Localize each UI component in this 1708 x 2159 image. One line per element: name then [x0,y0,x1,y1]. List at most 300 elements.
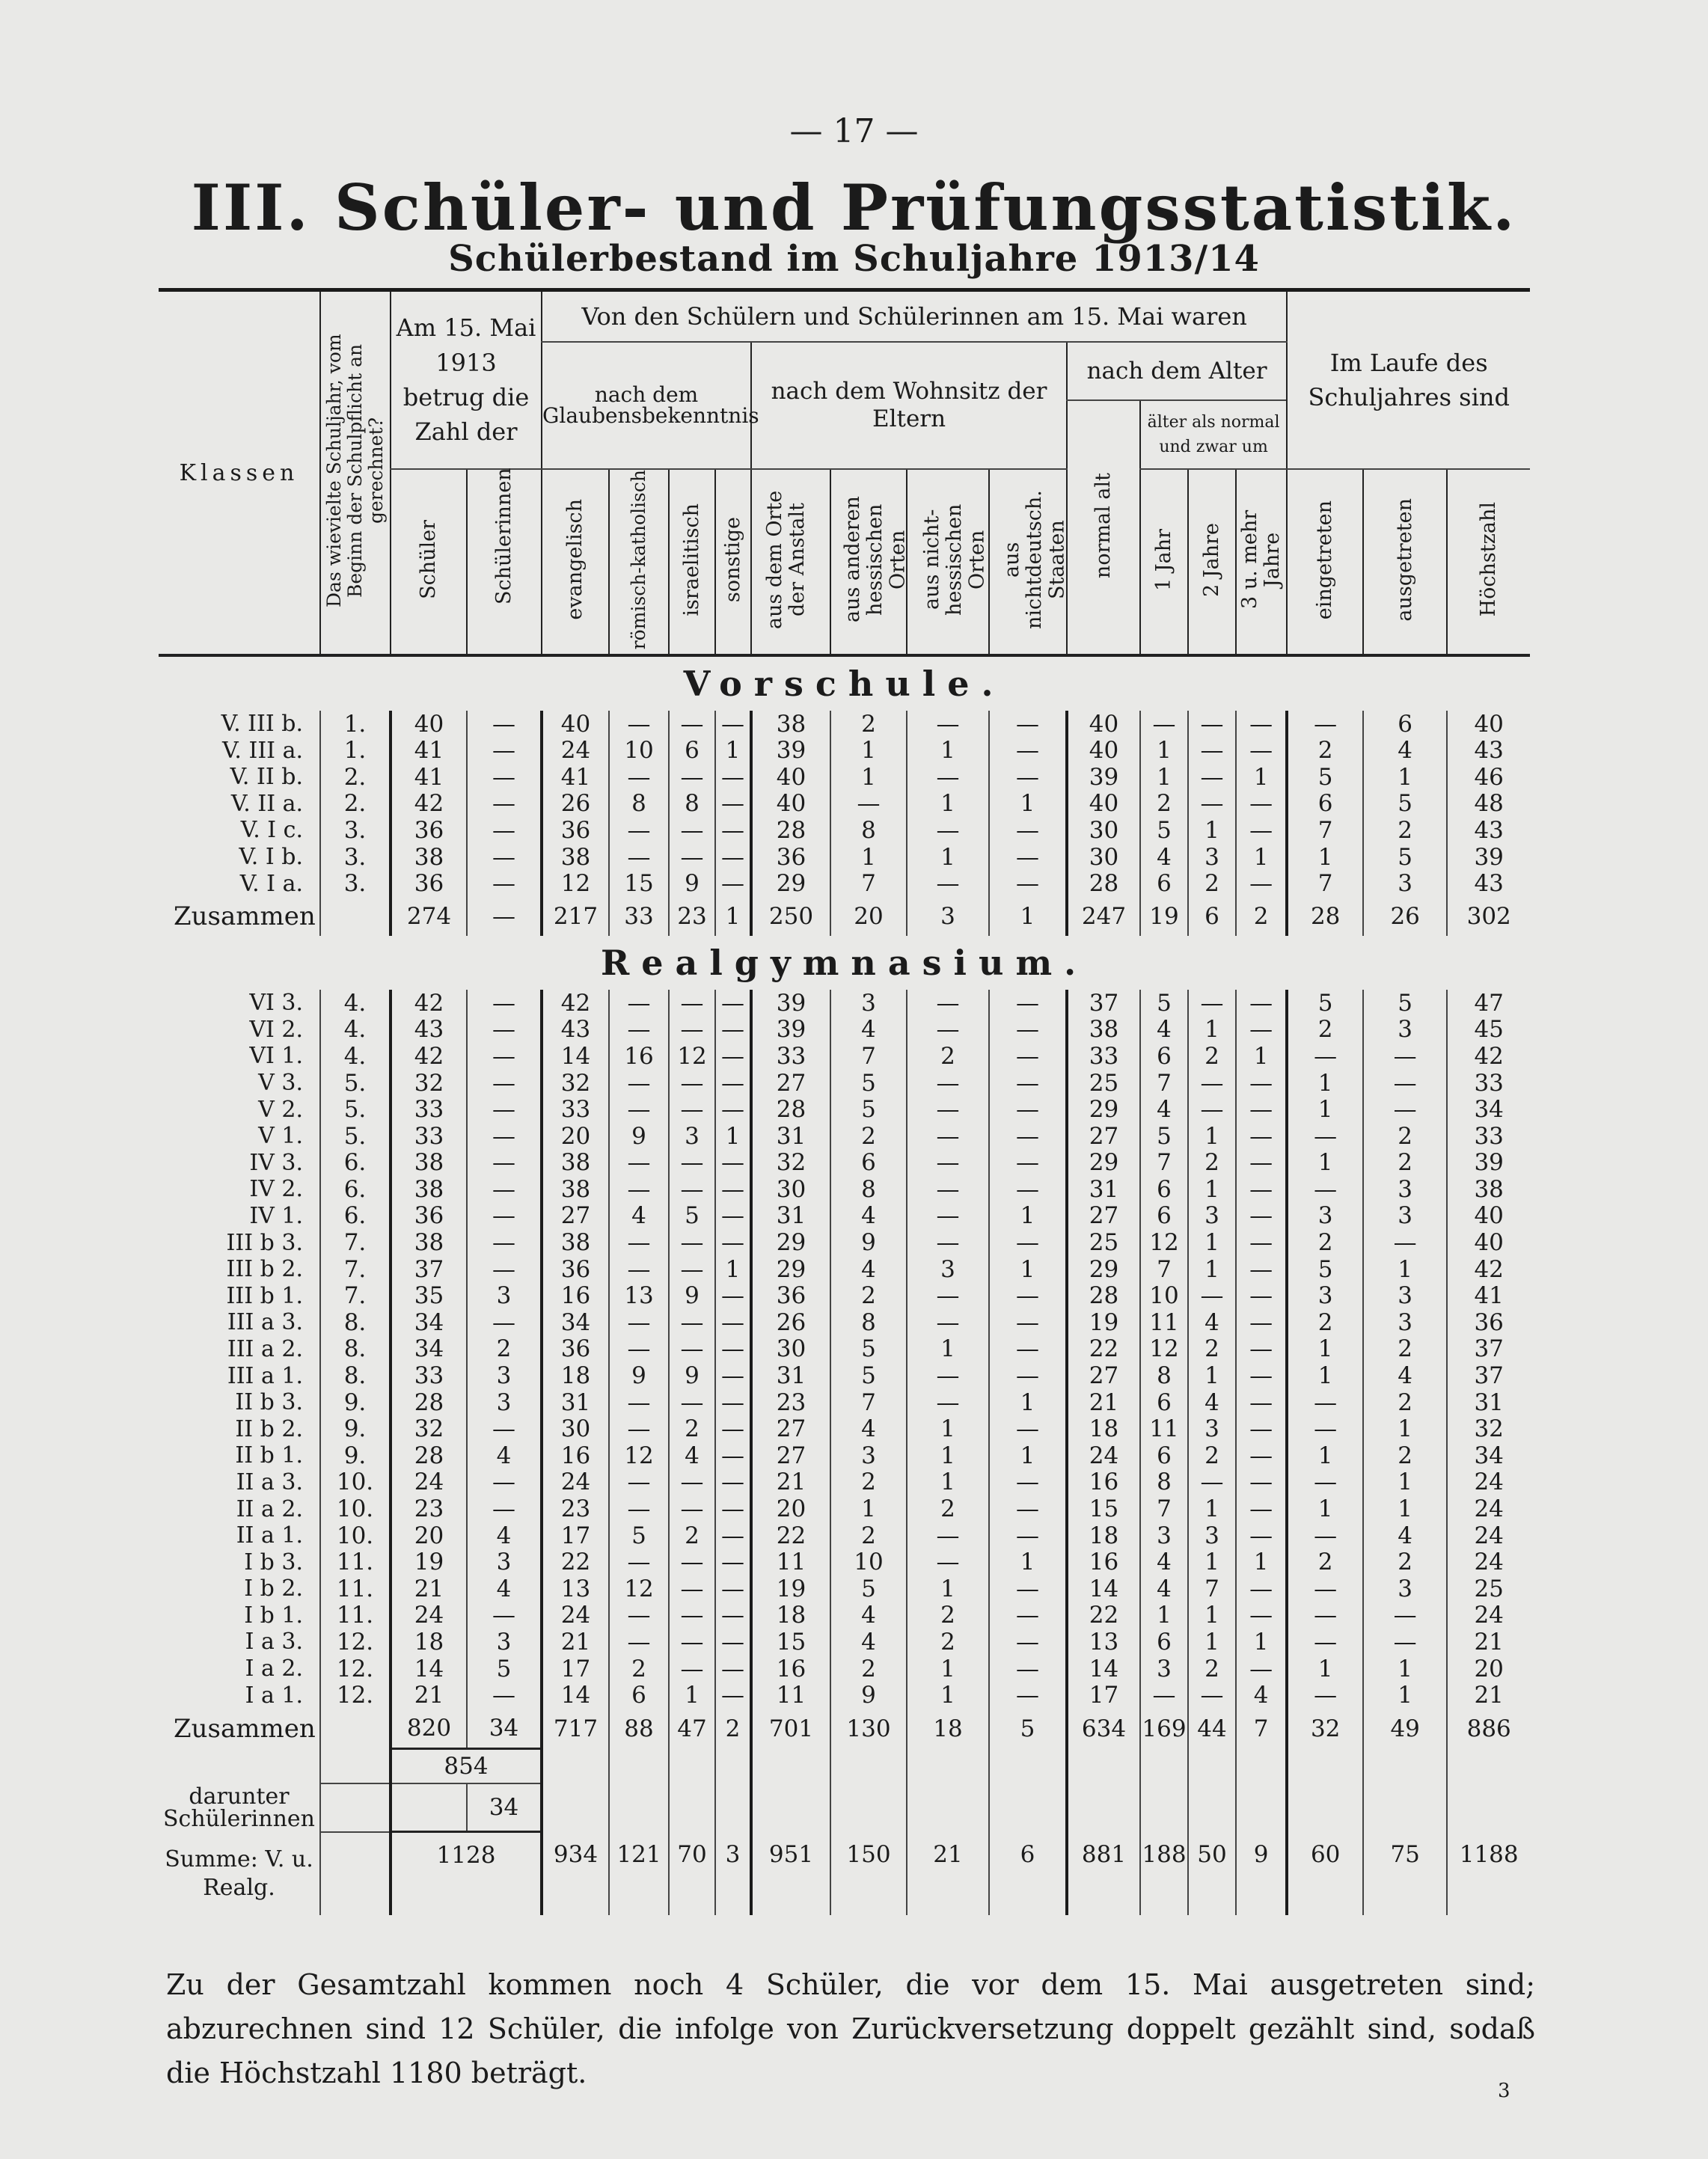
table-cell: — [715,990,751,1017]
table-cell: 42 [542,990,609,1017]
table-cell: 1 [1188,1177,1236,1204]
summe-value: 6 [989,1832,1067,1878]
table-cell: 19 [751,1575,830,1602]
table-cell [1236,1783,1287,1832]
table-cell: 4 [1140,1549,1188,1576]
table-row [159,871,1530,898]
table-cell [1067,1783,1140,1832]
table-cell: 1 [1236,844,1287,871]
table-cell: 42 [391,1044,467,1071]
table-cell: 28 [391,1443,467,1470]
table-cell: — [715,1283,751,1310]
table-cell: 6 [1287,791,1363,818]
table-cell: — [907,818,989,845]
table-cell: 8. [320,1310,391,1337]
table-cell [1363,1783,1447,1832]
table-row [159,738,1530,765]
table-cell: — [715,1522,751,1549]
table-cell: 8. [320,1336,391,1363]
table-cell: 5 [1140,818,1188,845]
table-cell: 1 [1236,764,1287,791]
table-cell: 6 [1140,1177,1188,1204]
table-cell: — [989,1150,1067,1177]
table-cell: 6. [320,1150,391,1177]
table-cell: 9 [669,1363,715,1390]
table-cell: — [1236,1522,1287,1549]
table-cell: 217 [542,897,609,936]
table-cell: 6. [320,1177,391,1204]
table-cell: — [467,1044,542,1071]
table-cell: 39 [1067,764,1140,791]
row-label: II a 3. [236,1469,303,1495]
row-label: III a 3. [227,1309,303,1336]
table-cell: — [1236,1310,1287,1337]
table-cell: 16 [751,1656,830,1682]
table-cell: 2 [830,1123,907,1150]
table-cell: 18 [391,1629,467,1656]
header-nicht-hessische: aus nicht-hessischen Orten [907,469,989,655]
table-cell: 24 [542,1469,609,1496]
table-row [159,1283,1530,1310]
header-jahr1: 1 Jahr [1140,469,1188,655]
table-cell: 32 [1287,1709,1363,1749]
table-cell: — [1140,1682,1188,1709]
table-cell: 1 [907,844,989,871]
table-cell [1067,1749,1140,1784]
table-cell: 7 [1140,1150,1188,1177]
table-cell [1287,1878,1363,1915]
table-cell: — [1287,711,1363,738]
table-cell: — [609,1070,669,1097]
table-cell: — [1287,1575,1363,1602]
table-cell: — [609,1230,669,1257]
table-cell: 88 [609,1709,669,1749]
table-cell: 3 [1287,1203,1363,1230]
table-cell [1188,1783,1236,1832]
table-cell: 1 [1287,1097,1363,1124]
table-cell: 40 [751,764,830,791]
table-cell: 1 [989,1443,1067,1470]
table-cell: 1 [1188,1256,1236,1283]
table-cell: 2 [715,1709,751,1749]
table-row [159,1070,1530,1097]
table-cell: 43 [1447,871,1530,898]
table-cell: 21 [1447,1682,1530,1709]
table-cell: 1 [907,1575,989,1602]
table-cell: 24 [1447,1602,1530,1629]
table-cell: 33 [1067,1044,1140,1071]
table-cell: — [609,1150,669,1177]
table-cell [751,1749,830,1784]
table-cell: — [1236,1097,1287,1124]
table-cell: — [1236,1363,1287,1390]
table-cell: — [1287,1602,1363,1629]
table-cell: 30 [751,1336,830,1363]
darunter-value: 34 [467,1783,542,1832]
table-cell: — [989,1522,1067,1549]
table-cell: 1 [1287,1070,1363,1097]
table-cell: 2 [1188,1150,1236,1177]
row-label: V. III a. [221,737,303,764]
table-cell: 8 [830,1310,907,1337]
table-cell: — [715,1416,751,1443]
table-cell: 37 [391,1256,467,1283]
table-cell: — [715,1177,751,1204]
table-cell: — [467,1230,542,1257]
table-cell: 6 [1140,1389,1188,1416]
row-label: VI 2. [249,1016,303,1043]
table-cell: — [1236,1336,1287,1363]
table-cell: — [715,1549,751,1576]
table-cell: 1. [320,738,391,765]
table-cell: — [1140,711,1188,738]
section-heading-vorschule: Vorschule. [683,664,1005,705]
table-cell: 46 [1447,764,1530,791]
table-cell: — [609,1017,669,1044]
table-cell: 250 [751,897,830,936]
table-cell: 1 [1287,1150,1363,1177]
table-cell: 1 [830,764,907,791]
table-cell: — [1236,1656,1287,1682]
table-cell: 2 [830,1656,907,1682]
table-cell: — [669,1230,715,1257]
table-cell: 8 [830,1177,907,1204]
table-cell: — [669,1656,715,1682]
table-cell: 1 [989,1389,1067,1416]
table-cell: 3 [1188,1416,1236,1443]
table-cell: — [907,1123,989,1150]
table-cell: 1 [830,738,907,765]
table-cell: — [715,1203,751,1230]
table-cell: 247 [1067,897,1140,936]
table-cell: 18 [907,1709,989,1749]
table-cell: — [1363,1044,1447,1071]
table-cell [1447,1878,1530,1915]
table-cell: — [715,1656,751,1682]
table-cell: 1 [989,897,1067,936]
table-cell: 33 [391,1097,467,1124]
table-cell: 5 [830,1070,907,1097]
table-cell: 2 [1363,1443,1447,1470]
row-label: V 2. [258,1096,303,1123]
table-cell: 3 [1188,1522,1236,1549]
table-cell: — [669,1389,715,1416]
table-cell: 4 [1236,1682,1287,1709]
table-cell: — [907,1549,989,1576]
table-cell: 31 [1067,1177,1140,1204]
table-cell: — [907,1097,989,1124]
table-cell: 27 [751,1416,830,1443]
table-cell: — [609,711,669,738]
table-cell: 24 [1447,1469,1530,1496]
table-cell: 9 [669,871,715,898]
summe-value: 881 [1067,1832,1140,1878]
table-row [159,1097,1530,1124]
table-cell: — [467,1097,542,1124]
table-cell [1287,1783,1363,1832]
table-cell: 36 [542,1336,609,1363]
table-cell: 36 [1447,1310,1530,1337]
table-cell: 41 [542,764,609,791]
table-cell: 31 [751,1123,830,1150]
table-cell: 7 [1287,871,1363,898]
table-cell: 28 [1287,897,1363,936]
table-cell: — [907,1522,989,1549]
table-cell: — [1236,1443,1287,1470]
table-row [159,1656,1530,1682]
table-cell: 6. [320,1203,391,1230]
table-row [159,1203,1530,1230]
table-cell: 38 [542,1177,609,1204]
table-cell: 11. [320,1602,391,1629]
table-cell: 34 [1447,1443,1530,1470]
table-cell: 1 [1140,1602,1188,1629]
table-cell: 10 [609,738,669,765]
table-cell: — [989,1097,1067,1124]
table-cell: 16 [542,1443,609,1470]
table-cell: — [1188,990,1236,1017]
table-cell: 12. [320,1682,391,1709]
table-cell: — [989,1602,1067,1629]
table-cell: 40 [1067,738,1140,765]
table-cell: 5 [1363,844,1447,871]
table-cell: 16 [1067,1549,1140,1576]
table-cell: 16 [1067,1469,1140,1496]
table-cell: — [467,1177,542,1204]
table-cell: 26 [542,791,609,818]
table-cell: 7 [1188,1575,1236,1602]
table-cell: — [715,764,751,791]
signature-mark: 3 [1498,2080,1510,2102]
table-cell: — [609,1389,669,1416]
table-cell: — [989,1310,1067,1337]
table-row [159,1575,1530,1602]
table-cell: — [669,1256,715,1283]
table-row [159,990,1530,1017]
table-cell: — [467,764,542,791]
table-cell: — [989,711,1067,738]
table-cell: 27 [1067,1363,1140,1390]
table-cell: 39 [1447,1150,1530,1177]
table-cell: 19 [1140,897,1188,936]
summe-value: 60 [1287,1832,1363,1878]
table-cell: — [467,711,542,738]
table-cell [669,1749,715,1784]
table-cell: 2 [830,1522,907,1549]
table-cell: — [609,1469,669,1496]
table-row [159,1443,1530,1470]
table-cell: 19 [1067,1310,1140,1337]
table-cell: — [1236,1070,1287,1097]
table-cell: 1 [715,897,751,936]
table-cell: 24 [391,1602,467,1629]
statistics-table [159,288,1530,1915]
table-cell: — [1188,764,1236,791]
table-cell: — [609,818,669,845]
table-cell: — [1236,1575,1287,1602]
table-cell: 38 [542,1230,609,1257]
table-cell: 8 [1140,1469,1188,1496]
table-cell: 6 [1140,1044,1188,1071]
table-cell: — [715,1389,751,1416]
table-cell: — [715,1682,751,1709]
table-cell: — [715,1150,751,1177]
table-cell: 1 [1188,1230,1236,1257]
table-cell: 12 [542,871,609,898]
table-cell: 31 [542,1389,609,1416]
footnote: Zu der Gesamtzahl kommen noch 4 Schüler, die vor dem 15. Mai ausgetreten sind; abzurechnen sind 12 Schüler, die infolge von Zurückversetzung doppelt gezählt sind, sodaß die Höchstzahl 1180 beträgt. [166,1968,1535,2089]
table-cell: 1 [1236,1549,1287,1576]
table-cell: 9 [609,1123,669,1150]
header-katholisch: römisch-katholisch [609,469,669,655]
table-cell: 40 [1447,1203,1530,1230]
table-cell: 8 [1140,1363,1188,1390]
table-cell: 8 [609,791,669,818]
table-cell: — [989,1629,1067,1656]
table-cell: 2 [1188,1044,1236,1071]
table-cell: — [1236,1416,1287,1443]
table-cell: 30 [751,1177,830,1204]
table-cell: 32 [542,1070,609,1097]
combined-total: 854 [391,1749,542,1784]
table-cell: 3 [1363,1283,1447,1310]
table-cell: — [907,1070,989,1097]
table-row [159,1230,1530,1257]
table-cell [669,1878,715,1915]
table-cell: — [989,1416,1067,1443]
realgym-sum-row [159,1709,1530,1749]
table-cell: 701 [751,1709,830,1749]
table-cell: 22 [1067,1336,1140,1363]
table-cell: 3 [1188,844,1236,871]
table-row [159,1549,1530,1576]
table-cell: 36 [542,818,609,845]
table-row [159,1629,1530,1656]
table-cell: — [907,990,989,1017]
table-row [159,1310,1530,1337]
table-cell: — [907,1017,989,1044]
table-cell: 10. [320,1522,391,1549]
table-cell: 25 [1067,1070,1140,1097]
table-cell [609,1783,669,1832]
table-cell: 37 [1447,1363,1530,1390]
table-cell: 7 [1140,1256,1188,1283]
table-cell: 3 [907,1256,989,1283]
table-cell: 20 [391,1522,467,1549]
table-cell: — [1363,1230,1447,1257]
row-label: V. III b. [221,711,303,738]
table-cell: — [609,1256,669,1283]
table-cell: — [467,1150,542,1177]
table-cell: 2 [1287,1549,1363,1576]
table-cell: 21 [1067,1389,1140,1416]
table-cell [542,1749,609,1784]
table-cell: 4 [830,1256,907,1283]
table-cell: — [1236,1017,1287,1044]
summe-value: 75 [1363,1832,1447,1878]
table-cell: 1 [907,738,989,765]
table-cell: 886 [1447,1709,1530,1749]
table-cell: 9 [669,1283,715,1310]
table-cell: 49 [1363,1709,1447,1749]
table-cell: — [1188,711,1236,738]
row-label: IV 2. [249,1176,303,1203]
summe-label: Summe: V. u. Realg. [165,1846,313,1901]
table-cell: 20 [1447,1656,1530,1682]
table-cell: — [1188,1097,1236,1124]
table-cell: 1 [1363,1469,1447,1496]
summe-value: 951 [751,1832,830,1878]
table-cell: 3 [467,1389,542,1416]
table-cell: — [1236,871,1287,898]
table-cell: — [669,1070,715,1097]
header-jahre2: 2 Jahre [1188,469,1236,655]
table-cell: 12. [320,1629,391,1656]
table-cell: 7 [830,1389,907,1416]
table-cell: 8 [669,791,715,818]
table-cell: 27 [1067,1123,1140,1150]
table-cell [542,1783,609,1832]
table-cell: — [1287,1177,1363,1204]
table-cell: — [669,990,715,1017]
table-cell: 12 [1140,1336,1188,1363]
row-label: Zusammen [174,1714,316,1745]
table-cell: 3 [1363,1017,1447,1044]
table-cell: 1 [1363,1656,1447,1682]
table-cell: — [907,1203,989,1230]
summe-value: 934 [542,1832,609,1878]
table-cell: 29 [751,1230,830,1257]
table-cell: — [1236,1123,1287,1150]
table-cell: 10 [830,1549,907,1576]
table-cell [609,1749,669,1784]
table-cell: 7. [320,1283,391,1310]
header-schuelerinnen: Schülerinnen [467,469,542,655]
table-cell: 1 [907,1469,989,1496]
table-cell: 4 [1363,1363,1447,1390]
table-cell: — [715,1629,751,1656]
table-cell: 10. [320,1469,391,1496]
table-row [159,844,1530,871]
table-cell: 34 [467,1709,542,1749]
table-cell: — [467,990,542,1017]
table-cell: 4 [1188,1389,1236,1416]
table-cell: 9. [320,1443,391,1470]
table-cell: 4 [609,1203,669,1230]
table-cell: 4 [467,1443,542,1470]
summe-value: 150 [830,1832,907,1878]
table-row [159,818,1530,845]
table-cell [1236,1749,1287,1784]
table-cell: 23 [751,1389,830,1416]
table-cell: — [715,791,751,818]
table-cell: — [1287,1044,1363,1071]
table-cell: 24 [542,1602,609,1629]
table-cell: 30 [1067,844,1140,871]
table-cell: 36 [391,1203,467,1230]
table-cell: 38 [1447,1177,1530,1204]
table-cell: 36 [751,1283,830,1310]
table-cell [1236,1878,1287,1915]
table-cell: 2 [1363,818,1447,845]
table-cell: — [989,1177,1067,1204]
table-cell [1447,1783,1530,1832]
table-cell: 4 [830,1017,907,1044]
table-cell: — [669,818,715,845]
table-cell: 38 [391,1177,467,1204]
table-cell: 17 [542,1656,609,1682]
row-label: Zusammen [174,901,316,932]
